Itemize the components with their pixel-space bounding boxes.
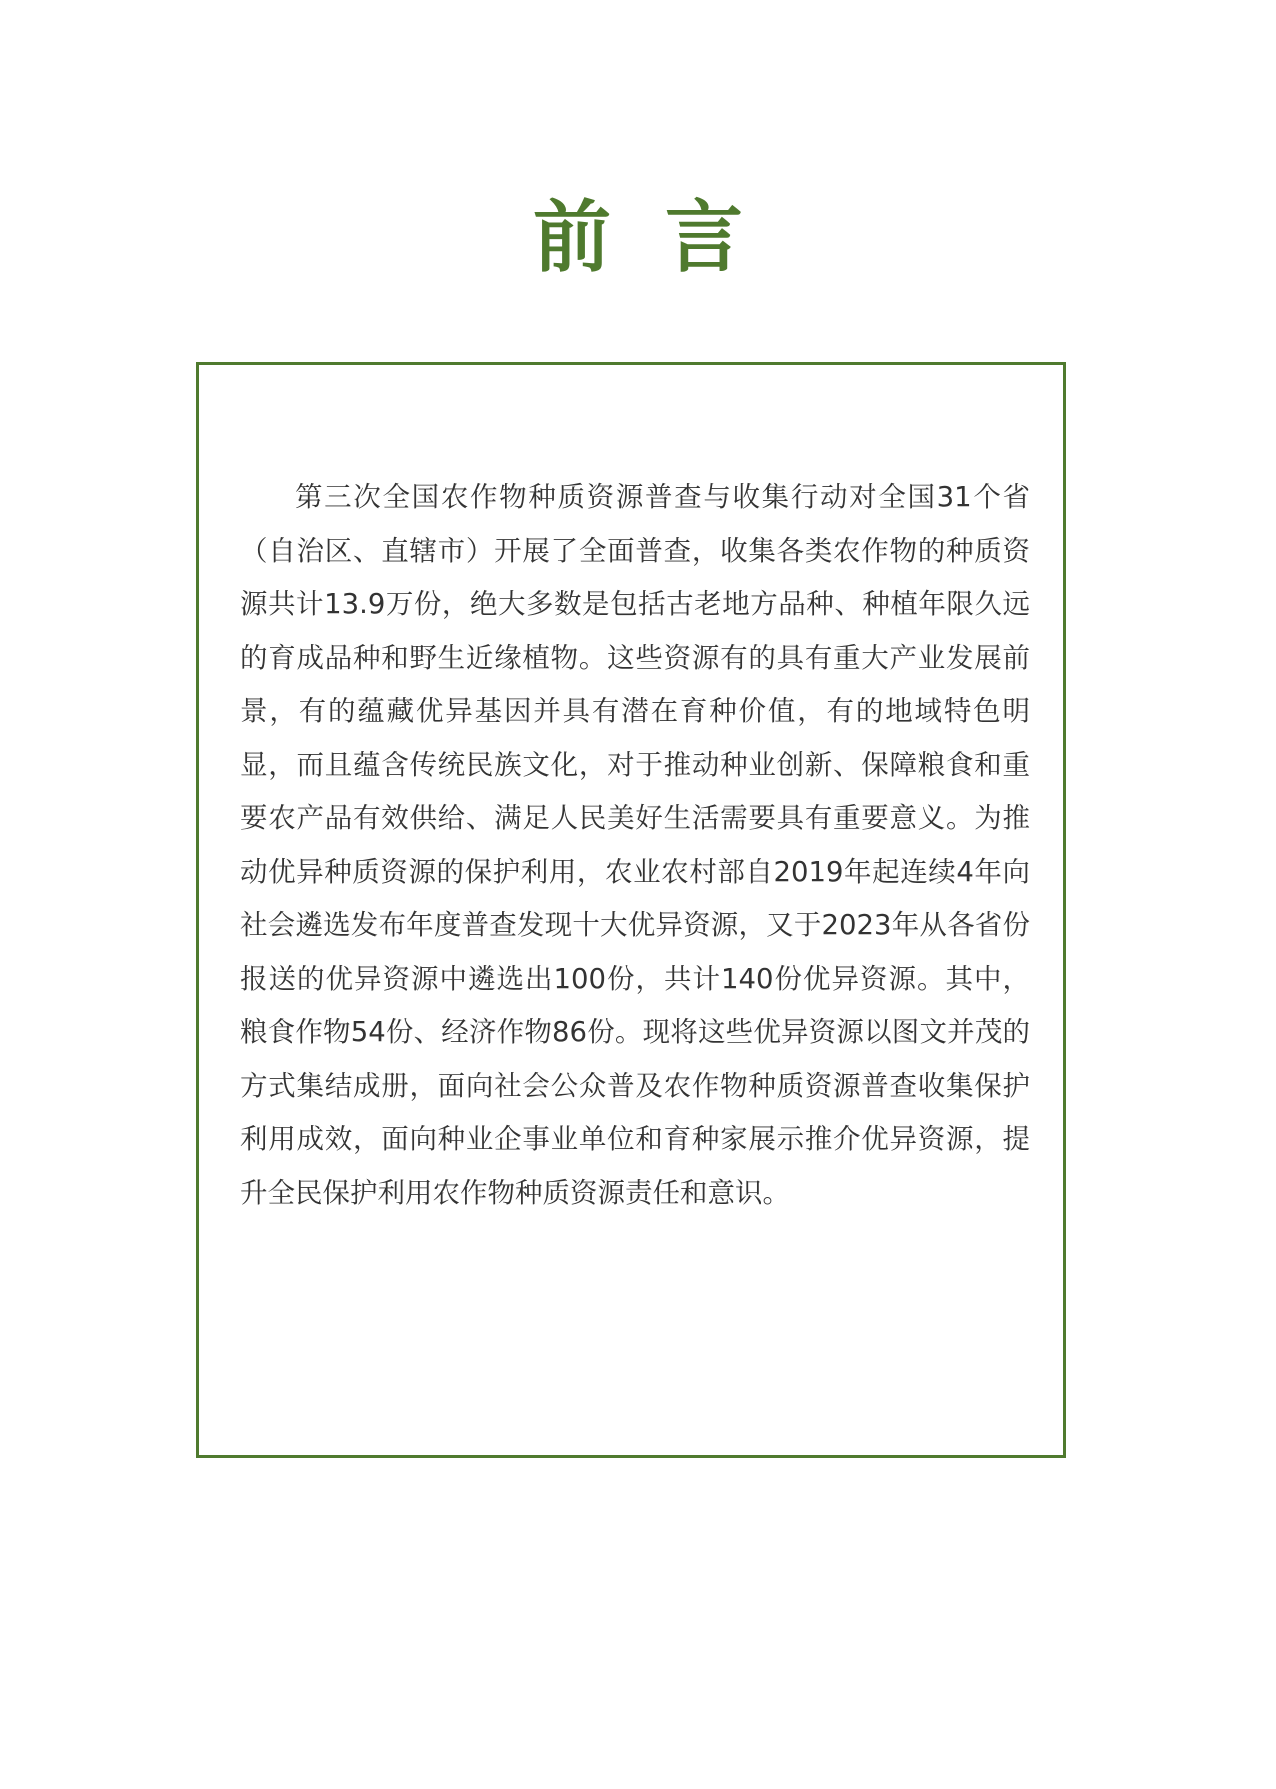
preface-paragraph: 第三次全国农作物种质资源普查与收集行动对全国31个省（自治区、直辖市）开展了全面普查，收集各类农作物的种质资源共计13.9万份，绝大多数是包括古老地方品种、种植年限久远的育成品种和野生近缘植物。这些资源有的具有重大产业发展前景，有的蕴藏优异基因并具有潜在育种价值，有的地域特色明显，而且蕴含传统民族文化，对于推动种业创新、保障粮食和重要农产品有效供给、满足人民美好生活需要具有重要意义。为推动优异种质资源的保护利用，农业农村部自2019年起连续4年向社会遴选发布年度普查发现十大优异资源，又于2023年从各省份报送的优异资源中遴选出100份，共计140份优异资源。其中，粮食作物54份、经济作物86份。现将这些优异资源以图文并茂的方式集结成册，面向社会公众普及农作物种质资源普查收集保护利用成效，面向种业企事业单位和育种家展示推介优异资源，提升全民保护利用农作物种质资源责任和意识。	[240, 481, 1030, 1209]
page-title: 前言	[532, 192, 797, 283]
content-frame	[196, 362, 1066, 1458]
